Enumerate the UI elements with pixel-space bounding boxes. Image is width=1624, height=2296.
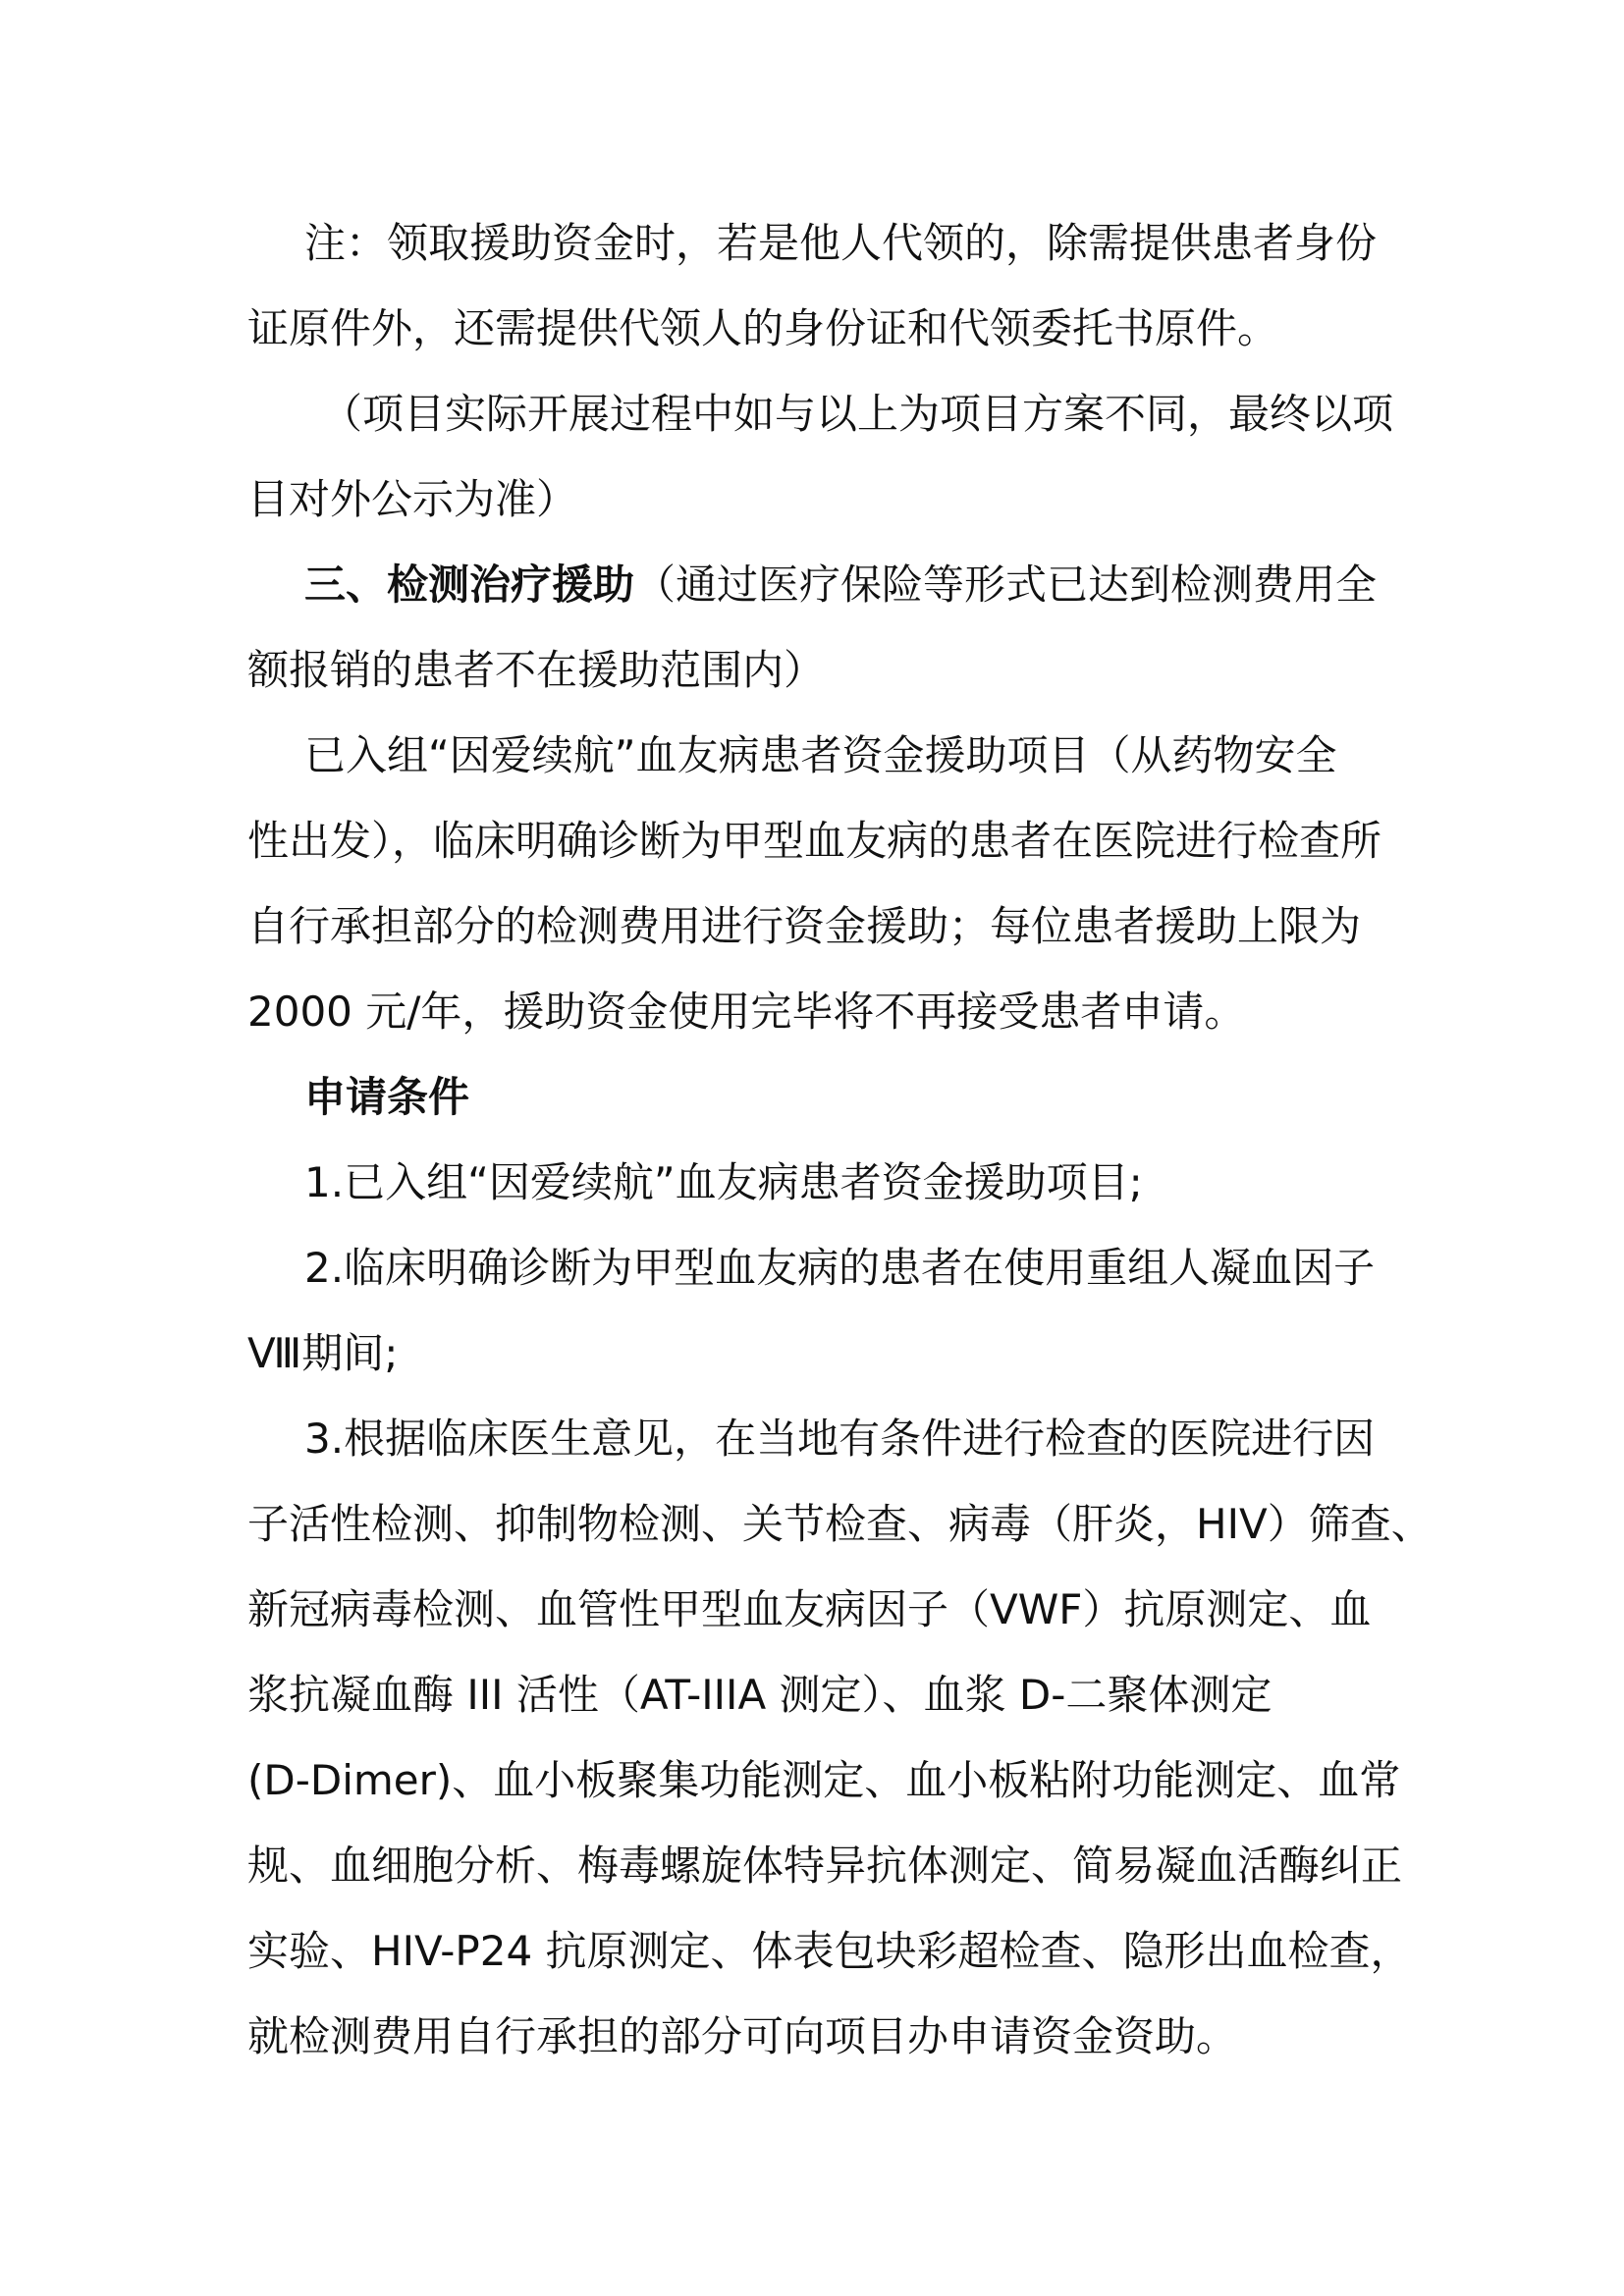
body-para-line-4: 2000 元/年，援助资金使用完毕将不再接受患者申请。 [247, 988, 1246, 1036]
note-line-1: 注：领取援助资金时，若是他人代领的，除需提供患者身份 [304, 219, 1378, 267]
section-heading: 三、检测治疗援助 [304, 561, 635, 609]
section-heading-note: （通过医疗保险等形式已达到检测费用全 [634, 561, 1378, 609]
note-line-2: 证原件外，还需提供代领人的身份证和代领委托书原件。 [247, 304, 1279, 352]
body-para-line-3: 自行承担部分的检测费用进行资金援助；每位患者援助上限为 [247, 902, 1362, 950]
remark-line-2: 目对外公示为准） [247, 475, 578, 523]
condition-1: 1.已入组“因爱续航”血友病患者资金援助项目; [304, 1158, 1143, 1206]
condition-3-line-8: 就检测费用自行承担的部分可向项目办申请资金资助。 [247, 2012, 1238, 2060]
condition-3-line-4: 浆抗凝血酶 III 活性（AT-IIIA 测定）、血浆 D-二聚体测定 [247, 1671, 1272, 1719]
condition-3-line-6: 规、血细胞分析、梅毒螺旋体特异抗体测定、简易凝血活酶纠正 [247, 1842, 1403, 1890]
condition-2-line-1: 2.临床明确诊断为甲型血友病的患者在使用重组人凝血因子 [304, 1244, 1376, 1292]
condition-2-line-2: Ⅷ期间; [247, 1329, 399, 1377]
remark-line-1: （项目实际开展过程中如与以上为项目方案不同，最终以项 [321, 390, 1394, 438]
condition-3-line-5: (D-Dimer)、血小板聚集功能测定、血小板粘附功能测定、血常 [247, 1756, 1401, 1804]
condition-3-line-1: 3.根据临床医生意见，在当地有条件进行检查的医院进行因 [304, 1415, 1376, 1463]
condition-3-line-3: 新冠病毒检测、血管性甲型血友病因子（VWF）抗原测定、血 [247, 1585, 1372, 1633]
condition-3-line-2: 子活性检测、抑制物检测、关节检查、病毒（肝炎，HIV）筛查、 [247, 1500, 1433, 1548]
condition-3-line-7: 实验、HIV-P24 抗原测定、体表包块彩超检查、隐形出血检查， [247, 1927, 1412, 1975]
document-page [247, 0, 1433, 2296]
section-heading-note-line-2: 额报销的患者不在援助范围内） [247, 646, 826, 694]
body-para-line-1: 已入组“因爱续航”血友病患者资金援助项目（从药物安全 [304, 731, 1337, 779]
section-heading-line [304, 556, 1377, 614]
body-para-line-2: 性出发），临床明确诊断为甲型血友病的患者在医院进行检查所 [247, 817, 1382, 865]
conditions-heading: 申请条件 [304, 1073, 470, 1121]
